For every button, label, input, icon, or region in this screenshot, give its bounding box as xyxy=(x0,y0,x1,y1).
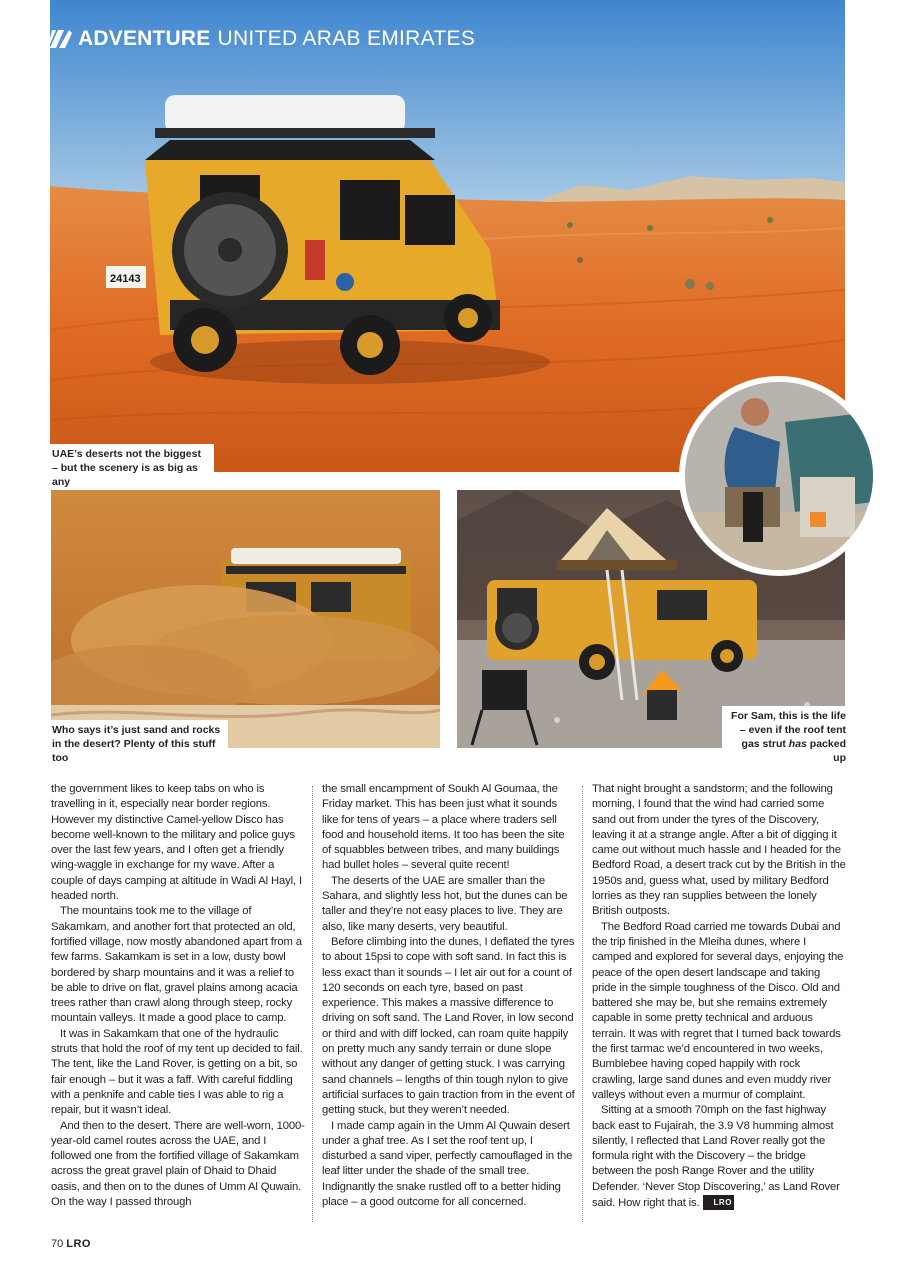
article-column-2 xyxy=(322,782,576,1210)
section-header xyxy=(50,26,475,52)
caption-dust-photo: Who says it’s just sand and rocks in the desert? Plenty of this stuff too xyxy=(50,720,228,767)
caption-camp-emphasis: has xyxy=(788,738,807,750)
paragraph: The deserts of the UAE are smaller than the Sahara, and slightly less hot, but the dunes can be taller and they’re not easy places to live. They are also, like many deserts, very beautiful. xyxy=(322,874,568,933)
caption-camp-text-end: packed up xyxy=(806,738,846,764)
section-slash-icon xyxy=(50,30,72,48)
section-kicker: ADVENTURE xyxy=(78,27,211,50)
paragraph: The mountains took me to the village of Sakamkam, and another fort that protected an old, fortified village, now mostly abandoned apart from a few farms. Sakamkam is set in a low, dusty bowl bordered by sharp mountains and it was a relief to be able to drive on flat, gravel plains among acacia trees rather than crawl along through steep, rocky mountain valleys. It made a good place to camp. xyxy=(51,905,302,1025)
paragraph: It was in Sakamkam that one of the hydraulic struts that hold the roof of my tent up decided to fail. The tent, like the Land Rover, is getting on a bit, so fair enough – but it was a faff. With careful fiddling with a penknife and cable ties I was able to rig a repair, but it wasn’t ideal. xyxy=(51,1027,303,1117)
end-mark-logo: LRO xyxy=(703,1195,734,1210)
paragraph-text: Sitting at a smooth 70mph on the fast highway back east to Fujairah, the 3.9 V8 humming almost silently, I reflected that Land Rover really got the formula right with the Discovery – the bridge between the posh Range Rover and the utility Defender. ‘Never Stop Discovering,’ as Land Rover said. How right that is. xyxy=(592,1104,840,1210)
number-plate-text: 24143 xyxy=(110,273,141,285)
paragraph: The Bedford Road carried me towards Dubai and the trip finished in the Mleiha dunes, where I camped and explored for several days, enjoying the peace of the open desert landscape and taking pride in the simple toughness of the Disco. Old and battered she may be, but she remains extremely capable in some pretty technical and arduous terrain. It was with regret that I turned back towards the first tarmac we’d encountered in two weeks, Bumblebee having coped happily with rock crawling, large sand dunes and even muddy river valleys without even a murmur of complaint. xyxy=(592,920,844,1101)
magazine-logo: LRO xyxy=(66,1238,91,1250)
page-number: 70 xyxy=(51,1238,64,1250)
inset-portrait-photo xyxy=(679,376,879,576)
column-rule-1 xyxy=(312,786,313,1222)
paragraph xyxy=(592,1103,846,1211)
paragraph: I made camp again in the Umm Al Quwain desert under a ghaf tree. As I set the roof tent up, I disturbed a sand viper, perfectly camouflaged in the leaf litter under the shade of the small tree. Indignantly the snake rustled off to a better hiding place – a good outcome for all concerned. xyxy=(322,1119,573,1209)
dust-cloud-photo xyxy=(51,490,440,748)
caption-camp-text: For Sam, this is the life – even if the roof tent gas strut xyxy=(731,710,846,750)
paragraph: Before climbing into the dunes, I deflated the tyres to about 15psi to cope with soft sand. In fact this is less exact than it sounds – I let air out for a count of 120 seconds on each tyre, based on past experience. This makes a massive difference to driving on soft sand. The Land Rover, in low second or third and with diff locked, can roam quite happily on pretty much any sandy terrain or dune slope without any danger of getting stuck. I was carrying sand channels – lengths of thin tough nylon to give artificial surfaces to gain traction from in the event of getting stuck, but they weren’t needed. xyxy=(322,935,575,1117)
article-column-1 xyxy=(51,782,305,1210)
caption-main-photo: UAE’s deserts not the biggest – but the scenery is as big as any xyxy=(50,444,214,491)
paragraph: the small encampment of Soukh Al Goumaa, the Friday market. This has been just what it sounds like for tens of years – a place where traders sell food and household items. It too has been the site of squabbles between tribes, and many buildings had bullet holes – several quite recent! xyxy=(322,783,565,872)
section-location: UNITED ARAB EMIRATES xyxy=(217,27,476,50)
paragraph: And then to the desert. There are well-worn, 1000-year-old camel routes across the UAE, and I followed one from the fortified village of Sakamkam across the great gravel plain of Dhaid to Dhaid oasis, and then on to the dunes of Umm Al Quwain. On the way I passed through xyxy=(51,1119,305,1209)
paragraph: the government likes to keep tabs on who is travelling in it, especially near border regions. However my distinctive Camel-yellow Disco has become well-known to the military and police guys over the last few years, and I often get a friendly wing-waggle in exchange for my wave. After a couple of days camping at altitude in Wadi Al Hayl, I headed north. xyxy=(51,783,302,903)
paragraph: That night brought a sandstorm; and the following morning, I found that the wind had carried some sand out from under the tyres of the Discovery, leaving it at a strange angle. After a bit of digging it came out without much hassle and I headed for the Bedford Road, a desert track cut by the British in the 1950s and, guess what, used by military Bedford lorries as they ran supplies between the lonely British outposts. xyxy=(592,783,846,918)
article-column-3 xyxy=(592,782,846,1211)
column-rule-2 xyxy=(582,786,583,1222)
page-footer xyxy=(51,1238,91,1250)
caption-camp-photo xyxy=(722,706,848,767)
